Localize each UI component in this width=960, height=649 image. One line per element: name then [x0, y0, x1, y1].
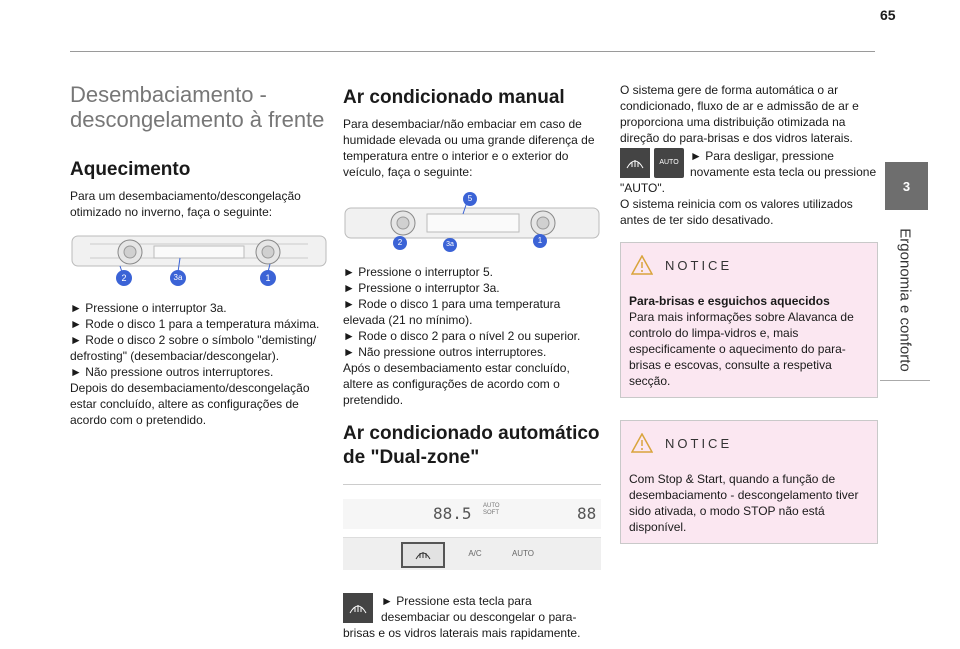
- notice-body: [621, 465, 877, 543]
- auto-button-row: [343, 537, 601, 570]
- heading-aquecimento: Aquecimento: [70, 159, 191, 180]
- step: ► Pressione o interruptor 3a.: [343, 281, 500, 295]
- section-title: Desembaciamento - descongelamento à frente: [70, 82, 325, 132]
- auto-description: O sistema gere de forma automática o ar condicionado, fluxo de ar e admissão de ar e proporciona uma distribuição otimizada na direção do para-brisas e dos vidros laterais.: [620, 83, 859, 145]
- step: ► Rode o disco 2 para o nível 2 ou superior.: [343, 329, 581, 343]
- chapter-title-text: Ergonomia e conforto: [896, 228, 914, 372]
- steps-list: [70, 300, 328, 380]
- column-1: [70, 82, 328, 428]
- auto-chip: AUTO: [654, 148, 684, 178]
- notice-text: Com Stop & Start, quando a função de desembaciamento - descongelamento tiver sido ativada, o modo STOP não está disponível.: [629, 472, 859, 534]
- warning-triangle-icon: [631, 255, 653, 275]
- defrost-chip: [620, 148, 650, 178]
- heading-auto: Ar condicionado automático de "Dual-zone": [343, 423, 600, 468]
- intro-text: Para um desembaciamento/descongelação otimizado no inverno, faça o seguinte:: [70, 189, 301, 219]
- display-left: 88.5: [433, 504, 472, 523]
- notice-text: Para mais informações sobre Alavanca de controlo do limpa-vidros e, mais especificamente o aquecimento do para-brisas e escovas, consulte a respetiva secção.: [629, 310, 854, 388]
- windshield-defrost-icon: [626, 156, 644, 170]
- side-divider: [880, 380, 930, 381]
- press-text: ► Pressione esta tecla para desembaciar ou descongelar o para-brisas e os vidros laterais mais rapidamente.: [343, 594, 581, 640]
- step: ► Rode o disco 1 para a temperatura máxima.: [70, 317, 320, 331]
- notice-header: [621, 243, 877, 287]
- step: ► Não pressione outros interruptores.: [70, 365, 274, 379]
- ac-button[interactable]: A/C: [468, 549, 482, 558]
- badge-2: 2: [393, 236, 407, 250]
- badge-3a: 3a: [170, 270, 186, 286]
- defrost-button[interactable]: [401, 542, 445, 568]
- display-right: 88: [577, 504, 597, 523]
- manual-panel-figure: [343, 192, 601, 254]
- badge-1: 1: [533, 234, 547, 248]
- windshield-defrost-icon: [349, 601, 367, 615]
- press-instruction: [343, 593, 601, 641]
- off-text: ► Para desligar, pressione novamente esta tecla ou pressione "AUTO".: [620, 149, 877, 195]
- auto-display: [343, 499, 601, 529]
- notice-box-1: [620, 242, 878, 398]
- step: ► Não pressione outros interruptores.: [343, 345, 547, 359]
- display-auto-soft: AUTO SOFT: [483, 503, 500, 516]
- auto-button[interactable]: AUTO: [511, 549, 535, 558]
- chapter-tab: 3: [885, 162, 928, 210]
- after-text: Depois do desembaciamento/descongelação estar concluído, altere as configurações de acordo com o pretendido.: [70, 381, 310, 427]
- steps-list: [343, 264, 601, 360]
- badge-5: 5: [463, 192, 477, 206]
- control-panel-figure: [70, 228, 328, 290]
- column-3: [620, 82, 878, 544]
- control-panel-drawing: [70, 228, 328, 290]
- restart-text: O sistema reinicia com os valores utilizados antes de ter sido desativado.: [620, 197, 853, 227]
- notice-body: [621, 287, 877, 397]
- notice-box-2: [620, 420, 878, 544]
- top-divider: [70, 51, 875, 52]
- notice-label: NOTICE: [665, 257, 733, 273]
- badge-2: 2: [116, 270, 132, 286]
- column-2: [343, 82, 601, 641]
- badge-1: 1: [260, 270, 276, 286]
- step: ► Rode o disco 2 sobre o símbolo "demisting/ defrosting" (desembaciar/descongelar).: [70, 333, 317, 363]
- step: ► Rode o disco 1 para uma temperatura elevada (21 no mínimo).: [343, 297, 561, 327]
- windshield-defrost-icon: [415, 549, 431, 561]
- warning-triangle-icon: [631, 433, 653, 453]
- after-text: Após o desembaciamento estar concluído, altere as configurações de acordo com o pretendido.: [343, 361, 570, 407]
- badge-3a: 3a: [443, 238, 457, 252]
- step: ► Pressione o interruptor 5.: [343, 265, 493, 279]
- notice-label: NOTICE: [665, 435, 733, 451]
- notice-header: [621, 421, 877, 465]
- intro-text: Para desembaciar/não embaciar em caso de humidade elevada ou uma grande diferença de temperatura entre o interior e o exterior do veículo, faça o seguinte:: [343, 117, 595, 179]
- off-instruction: [620, 148, 878, 196]
- auto-panel-figure: [343, 484, 601, 575]
- chapter-title: [880, 205, 930, 405]
- heading-manual: Ar condicionado manual: [343, 87, 565, 108]
- step: ► Pressione o interruptor 3a.: [70, 301, 227, 315]
- defrost-chip: [343, 593, 373, 623]
- page-number: 65: [880, 7, 896, 23]
- notice-heading: Para-brisas e esguichos aquecidos: [629, 294, 830, 308]
